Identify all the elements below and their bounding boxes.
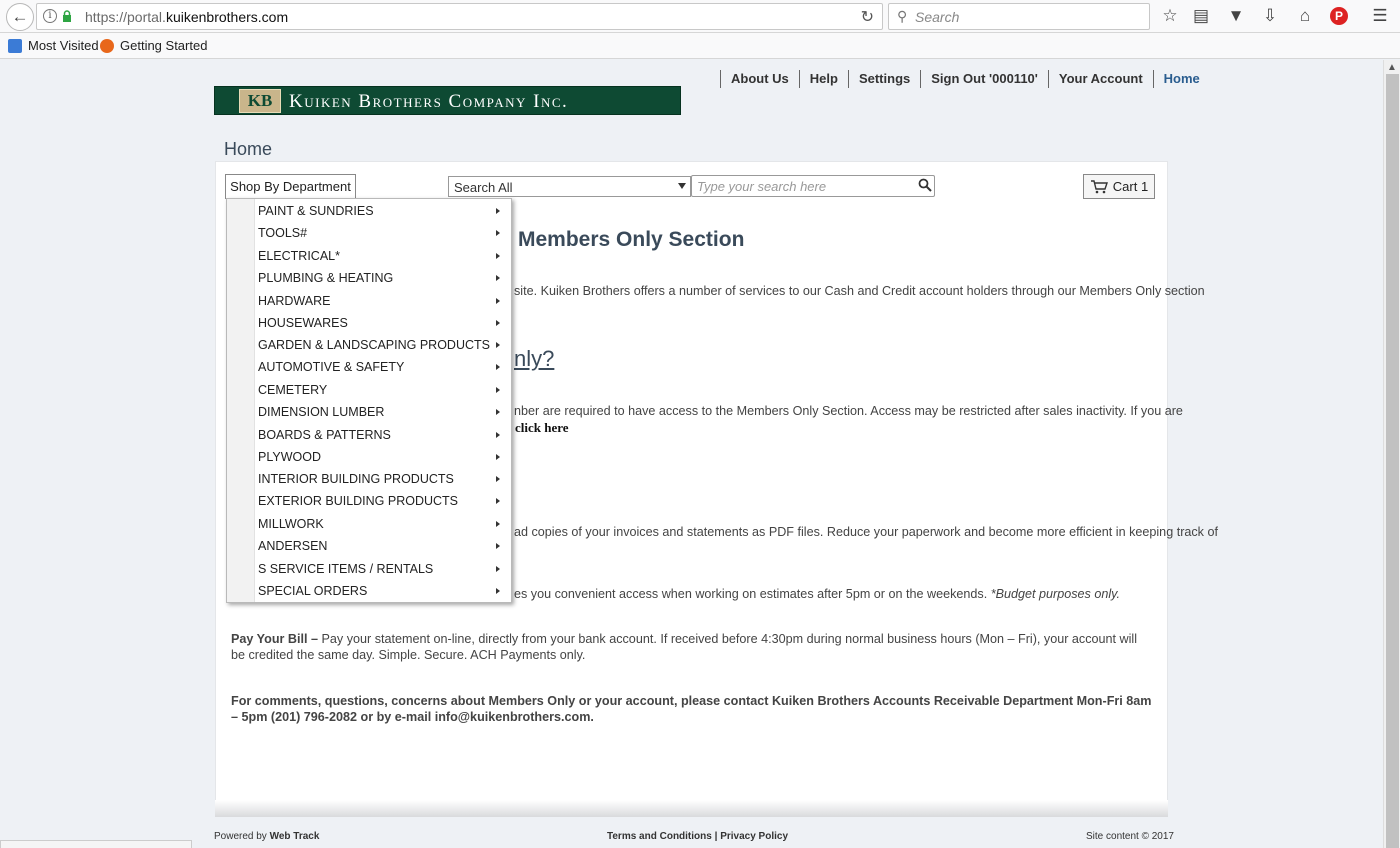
dept-label: EXTERIOR BUILDING PRODUCTS — [258, 494, 459, 508]
browser-toolbar — [0, 0, 1400, 33]
submenu-arrow-icon — [496, 275, 500, 281]
cart-icon — [1090, 180, 1108, 194]
contact-text: For comments, questions, concerns about Members Only or your account, please contact Kuiken Brothers Accounts Receivable Department Mon-Fri 8am – 5pm (201) 796-2082 or by e-mail info@kuikenbrothers.com. — [231, 694, 1152, 724]
dept-item-tools[interactable] — [258, 222, 510, 244]
dept-item-garden[interactable] — [258, 334, 510, 356]
members-heading: Members Only Section — [518, 228, 745, 251]
url-text: https://portal.kuikenbrothers.com — [85, 9, 289, 25]
dept-item-millwork[interactable] — [258, 513, 510, 535]
submenu-arrow-icon — [496, 454, 500, 460]
dept-item-housewares[interactable] — [258, 312, 510, 334]
pocket-icon[interactable]: ▼ — [1227, 6, 1245, 25]
menu-icon[interactable]: ☰ — [1372, 6, 1388, 25]
site-search-input[interactable]: Type your search here — [691, 175, 935, 197]
nav-sign-out[interactable]: Sign Out '000110' — [920, 70, 1048, 88]
submenu-arrow-icon — [496, 253, 500, 259]
submenu-arrow-icon — [496, 364, 500, 370]
dept-item-dimension-lumber[interactable] — [258, 401, 510, 423]
submenu-arrow-icon — [496, 543, 500, 549]
access-text: nber are required to have access to the Members Only Section. Access may be restricted after sales inactivity. If you are — [514, 404, 1183, 418]
bookmark-label: Getting Started — [120, 38, 208, 53]
department-menu — [226, 198, 512, 603]
company-logo[interactable] — [214, 86, 681, 115]
pay-bill-text — [231, 631, 1151, 663]
dept-label: TOOLS# — [258, 226, 308, 240]
logo-mark: KB — [239, 89, 281, 113]
dept-item-boards[interactable] — [258, 424, 510, 446]
dept-label: BOARDS & PATTERNS — [258, 428, 391, 442]
nav-your-account[interactable]: Your Account — [1048, 70, 1153, 88]
home-icon[interactable]: ⌂ — [1299, 6, 1311, 25]
nav-about-us[interactable]: About Us — [720, 70, 799, 88]
bookmarks-bar — [0, 33, 1400, 59]
dept-label: S SERVICE ITEMS / RENTALS — [258, 562, 434, 576]
web-track-link[interactable]: Web Track — [269, 831, 320, 842]
pay-bill-body: Pay your statement on-line, directly from your bank account. If received before 4:30pm during normal business hours (Mon – Fri), your account will be credited the same day. Simple. Secure. ACH Payments only. — [231, 632, 1138, 662]
dept-item-cemetery[interactable] — [258, 379, 510, 401]
dept-item-andersen[interactable] — [258, 535, 510, 557]
dept-label: INTERIOR BUILDING PRODUCTS — [258, 472, 454, 486]
dept-label: PLYWOOD — [258, 450, 321, 464]
search-icon: ⚲ — [897, 8, 908, 24]
footer-links: Terms and Conditions | Privacy Policy — [607, 831, 789, 842]
download-icon[interactable]: ⇩ — [1262, 6, 1278, 25]
info-icon[interactable]: i — [43, 9, 57, 23]
bookmark-getting-started[interactable] — [100, 38, 207, 53]
privacy-link[interactable]: Privacy Policy — [720, 831, 789, 842]
menu-gutter — [227, 199, 255, 602]
dept-item-interior[interactable] — [258, 468, 510, 490]
search-scope-value: Search All — [454, 180, 513, 195]
submenu-arrow-icon — [496, 208, 500, 214]
submenu-arrow-icon — [496, 566, 500, 572]
dept-item-special-orders[interactable] — [258, 580, 510, 602]
nav-help[interactable]: Help — [799, 70, 848, 88]
dept-item-hardware[interactable] — [258, 290, 510, 312]
estimates-note: *Budget purposes only. — [990, 587, 1121, 601]
cart-button[interactable] — [1083, 174, 1155, 199]
invoices-text: ad copies of your invoices and statements as PDF files. Reduce your paperwork and become more efficient in keeping track of — [514, 525, 1218, 539]
reload-icon[interactable]: ↻ — [860, 9, 874, 26]
page-title: Home — [224, 139, 273, 159]
cart-label: Cart 1 — [1112, 179, 1149, 194]
submenu-arrow-icon — [496, 498, 500, 504]
search-scope-select[interactable] — [448, 176, 691, 197]
estimates-fragment: es you convenient access when working on estimates after 5pm or on the weekends. — [514, 587, 988, 601]
submenu-arrow-icon — [496, 588, 500, 594]
powered-by — [214, 831, 319, 842]
submenu-arrow-icon — [496, 387, 500, 393]
dept-label: ELECTRICAL* — [258, 249, 340, 263]
dept-item-paint[interactable] — [258, 200, 510, 222]
reader-view-icon[interactable]: ▤ — [1192, 6, 1210, 25]
browser-search-bar[interactable] — [888, 3, 1150, 30]
site-content-copyright: Site content © 2017 — [1086, 831, 1174, 842]
bookmark-label: Most Visited — [28, 38, 99, 53]
submenu-arrow-icon — [496, 342, 500, 348]
dept-item-electrical[interactable] — [258, 245, 510, 267]
powered-by-label: Powered by — [214, 831, 267, 842]
dropdown-caret-icon — [678, 183, 686, 189]
submenu-arrow-icon — [496, 409, 500, 415]
dept-label: AUTOMOTIVE & SAFETY — [258, 360, 405, 374]
dept-item-exterior[interactable] — [258, 490, 510, 512]
most-visited-icon — [8, 39, 22, 53]
dept-label: HOUSEWARES — [258, 316, 348, 330]
scroll-up-icon[interactable]: ▲ — [1387, 62, 1397, 73]
search-icon[interactable] — [918, 178, 932, 192]
url-bar[interactable] — [36, 3, 883, 30]
submenu-arrow-icon — [496, 521, 500, 527]
click-here-link[interactable]: click here — [515, 420, 569, 435]
submenu-arrow-icon — [496, 230, 500, 236]
dept-label: SPECIAL ORDERS — [258, 584, 368, 598]
dept-label: ANDERSEN — [258, 539, 328, 553]
top-nav — [720, 69, 1210, 89]
submenu-arrow-icon — [496, 432, 500, 438]
dept-item-plumbing[interactable] — [258, 267, 510, 289]
dept-label: DIMENSION LUMBER — [258, 405, 385, 419]
company-name: Kuiken Brothers Company Inc. — [289, 91, 569, 112]
dept-label: PLUMBING & HEATING — [258, 271, 394, 285]
page-scrollbar[interactable] — [1383, 60, 1400, 848]
dept-item-service-rentals[interactable] — [258, 558, 510, 580]
estimates-text — [514, 586, 1154, 602]
submenu-arrow-icon — [496, 320, 500, 326]
dept-item-automotive[interactable] — [258, 356, 510, 378]
browser-search-placeholder: Search — [915, 9, 960, 25]
intro-text: site. Kuiken Brothers offers a number of services to our Cash and Credit account holders through our Members Only section — [514, 284, 1205, 298]
firefox-icon — [100, 39, 114, 53]
dept-label: CEMETERY — [258, 383, 328, 397]
status-bar — [0, 840, 192, 848]
dept-label: GARDEN & LANDSCAPING PRODUCTS — [258, 338, 490, 352]
panel-footer-shade — [215, 800, 1168, 817]
submenu-arrow-icon — [496, 476, 500, 482]
dept-label: HARDWARE — [258, 294, 331, 308]
pinterest-icon[interactable]: P — [1330, 7, 1348, 25]
bookmark-most-visited[interactable] — [8, 38, 99, 53]
scrollbar-thumb[interactable] — [1386, 74, 1399, 848]
back-arrow-icon[interactable]: ← — [6, 3, 34, 31]
star-bookmark-icon[interactable]: ☆ — [1162, 6, 1178, 25]
dept-label: PAINT & SUNDRIES — [258, 204, 374, 218]
pay-bill-title: Pay Your Bill – — [231, 632, 319, 646]
members-only-link[interactable]: nly? — [514, 346, 555, 371]
dept-item-plywood[interactable] — [258, 446, 510, 468]
terms-link[interactable]: Terms and Conditions — [607, 831, 712, 842]
nav-settings[interactable]: Settings — [848, 70, 920, 88]
nav-home[interactable]: Home — [1153, 70, 1210, 88]
submenu-arrow-icon — [496, 298, 500, 304]
dept-label: MILLWORK — [258, 517, 324, 531]
lock-icon — [62, 10, 72, 22]
shop-by-department-button[interactable]: Shop By Department — [225, 174, 356, 199]
